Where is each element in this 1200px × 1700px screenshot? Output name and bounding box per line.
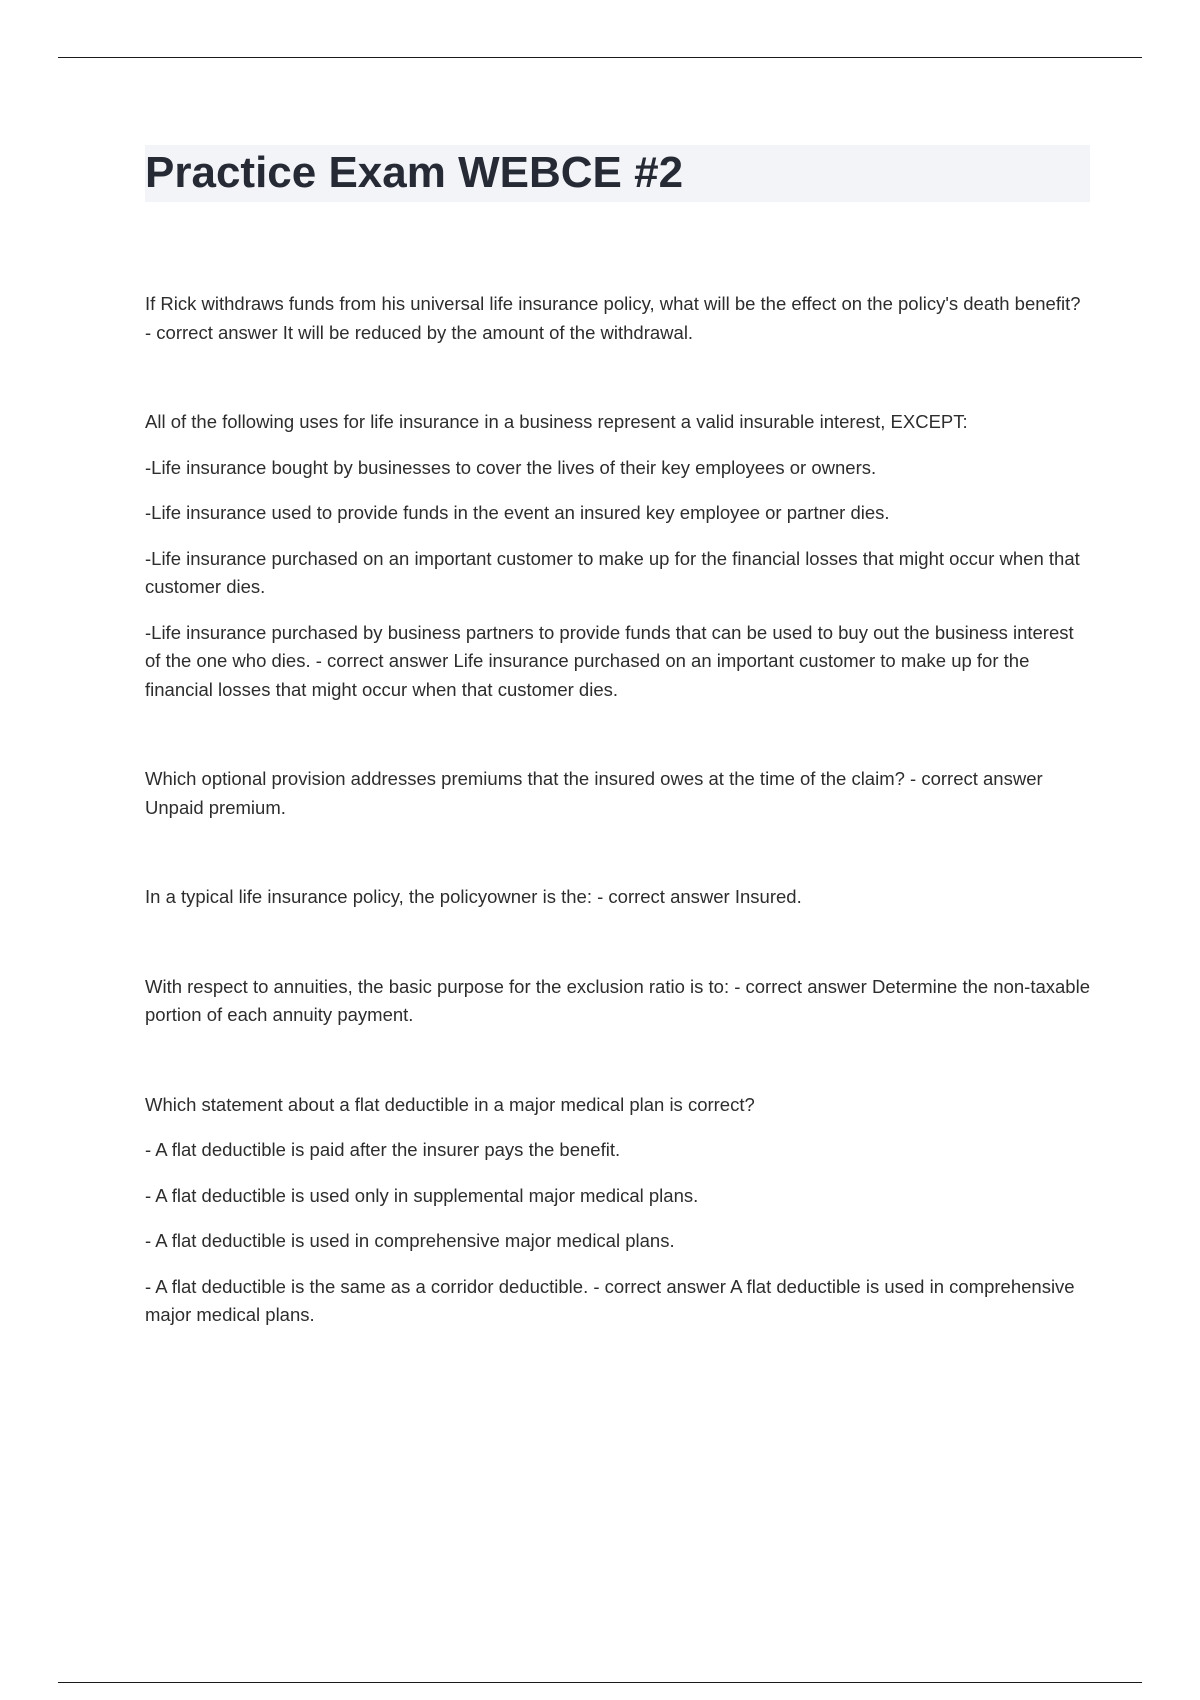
header-rule [58,57,1142,58]
question-text: Which statement about a flat deductible in a major medical plan is correct? [145,1093,755,1115]
answer-option: -Life insurance purchased by business partners to provide funds that can be used to buy out the business interest of the one who dies. - correct answer Life insurance purchased on an important customer to make up for the financial losses that might occur when that customer dies. [145,621,1074,700]
question-block [145,290,1090,347]
exam-content [145,290,1090,1330]
answer-option: - A flat deductible is paid after the insurer pays the benefit. [145,1139,621,1160]
question-text: In a typical life insurance policy, the policyowner is the: - correct answer Insured. [145,886,802,907]
answer-option: -Life insurance bought by businesses to cover the lives of their key employees or owners. [145,456,877,478]
question-block [145,1091,1090,1330]
answer-option: -Life insurance purchased on an important customer to make up for the financial losses that might occur when that customer dies. [145,547,1080,597]
footer-rule [58,1682,1142,1683]
question-block [145,408,1090,704]
question-text: All of the following uses for life insurance in a business represent a valid insurable interest, EXCEPT: [145,411,968,432]
answer-option: - A flat deductible is used only in supplemental major medical plans. [145,1184,699,1206]
page-title: Practice Exam WEBCE #2 [145,148,684,197]
answer-option: - A flat deductible is the same as a corridor deductible. - correct answer A flat deductible is used in comprehensive major medical plans. [145,1275,1075,1325]
answer-option: - A flat deductible is used in comprehensive major medical plans. [145,1230,675,1251]
question-text: Which optional provision addresses premiums that the insured owes at the time of the claim? - correct answer Unpaid premium. [145,768,1043,818]
question-block [145,973,1090,1030]
answer-option: -Life insurance used to provide funds in the event an insured key employee or partner dies. [145,502,890,523]
question-block [145,883,1090,912]
question-text: If Rick withdraws funds from his universal life insurance policy, what will be the effect on the policy's death benefit? - correct answer It will be reduced by the amount of the withdrawal. [145,293,1081,343]
question-text: With respect to annuities, the basic purpose for the exclusion ratio is to: - correct answer Determine the non-taxable portion of each annuity payment. [145,975,1090,1025]
question-block [145,765,1090,822]
